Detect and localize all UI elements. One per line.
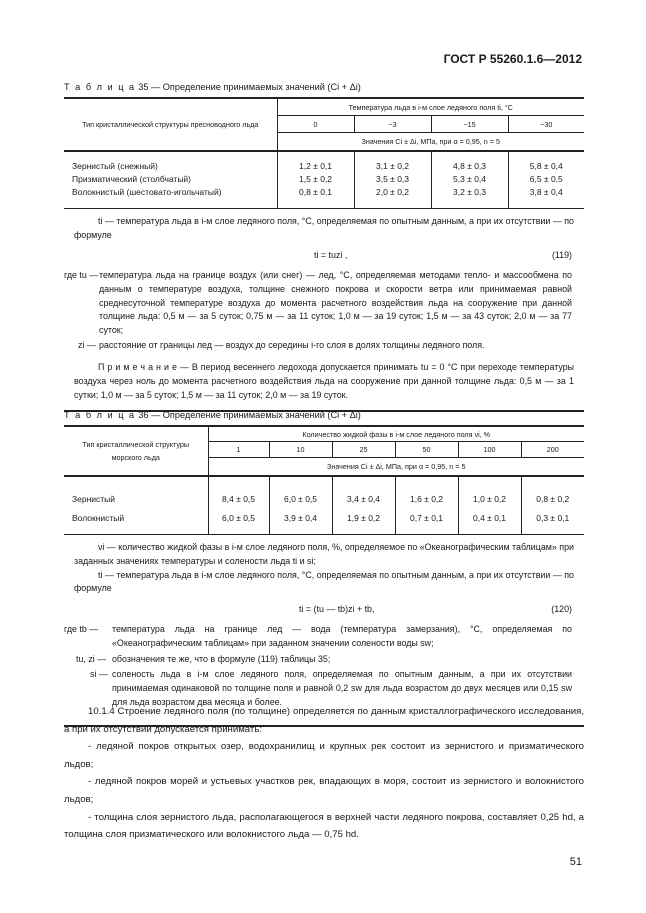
table35-temp-1: −3 [354,116,431,133]
table35-values-head: Значения Ci ± Δi, МПа, при α = 0,95, n = 5 [277,133,584,152]
formula-120: ti = (tu — tb)zi + tb, [299,604,375,615]
table35-cell: 1,5 ± 0,2 [298,173,333,184]
table36-phase-0: 1 [208,442,269,458]
table35-cell: 3,2 ± 0,3 [452,186,487,197]
table36-cell: 8,4 ± 0,5 [221,494,256,504]
formula-119-row [74,247,574,269]
table36-note-p1: νi — количество жидкой фазы в i-м слое ледяного поля, %, определяемое по «Океанографическим таблицам» при заданных значениях температуры и солености льда ti и si; [74,542,574,566]
where-zi-text: расстояние от границы лед — воздух до середины i-го слоя в долях толщины ледяного поля. [99,339,485,350]
table36-values-head: Значения Ci ± Δi, МПа, при α = 0,95, n = 5 [208,458,584,477]
table35-caption-prefix: Т а б л и ц а [64,82,136,92]
where-si-text: соленость льда в i-м слое ледяного поля, определяемая по опытным данным, а при их отсутствии принимаемая одинаковой по толщине поля и равной 0,2 sw для льда возрастом до двух месяцев или 0,15 sw для льда возрастом два месяца и более. [112,669,572,707]
table36-cell: 1,9 ± 0,2 [346,513,381,523]
section-paragraph: - ледяной покров морей и устьевых участков рек, впадающих в моря, состоит из зернистого и волокнистого льдов; [64,776,584,805]
table36-caption-text: 36 — Определение принимаемых значений (Ci + Δi) [138,410,361,420]
table36-cell: 1,6 ± 0,2 [409,494,444,504]
table36-cell: 6,0 ± 0,5 [221,513,256,523]
table35-temp-3: −30 [508,116,584,133]
note-text: — В период весеннего ледохода допускается принимать tu = 0 °С при переходе температуры воздуха через ноль до момента расчетного воздействия льда на сооружение при данной толщине льда: 0,5 м — за 1 сутки; 1,0 м — за 5 суток; 1,5 м — за 11 суток; 2,0 м — за 19 суток. [74,361,575,400]
table35-cell: 3,5 ± 0,3 [375,173,410,184]
table36-row-type: Зернистый [72,494,116,504]
table35-cell: 0,8 ± 0,1 [298,186,333,197]
table36-cell: 0,4 ± 0,1 [472,513,507,523]
section-10-1-4 [64,703,584,844]
table35-cell: 4,8 ± 0,3 [452,161,487,171]
table35-note [74,361,574,402]
where-tu-text: температура льда на границе воздух (или снег) — лед, °С, определяемая методами тепло- и массообмена по данным о температуре воздуха, толщине снежного покрова и скорости ветра или принимаемая равной среднесуточной температуре воздуха до момента расчетного воздействия льда на сооружение при данной толщине льда: 0,5 м — за 5 суток; 0,75 м — за 11 суток; 1,0 м — за 19 суток; 1,5 м — за 43 суток; 2,0 м — за 77 суток; [99,269,572,336]
table35-row-type: Призматический (столбчатый) [72,173,192,184]
document-code: ГОСТ Р 55260.1.6—2012 [443,52,582,66]
page-number: 51 [569,856,582,868]
table36-cell: 0,8 ± 0,2 [536,494,570,504]
table36-col-head: Тип кристаллической структуры морского льда [64,426,208,476]
formula-120-row [74,599,574,623]
where-tu-zi-block [74,653,574,668]
where-zi-label: zi — [78,339,96,350]
table36-notes [64,535,584,727]
table36-col-1 [269,476,332,535]
table36-phase-4: 100 [458,442,521,458]
formula-119: ti = tuzi , [314,249,348,260]
table35-col-1 [354,151,431,209]
where-si-label: si — [90,669,108,680]
table35-col-head: Тип кристаллической структуры пресноводного льда [64,98,277,151]
table36-cell: 0,7 ± 0,1 [409,513,444,523]
table36-cell: 6,0 ± 0,5 [283,494,318,504]
table35-cell: 6,5 ± 0,5 [529,173,563,184]
table36-row-type: Волокнистый [72,513,125,523]
table36-col-2 [332,476,395,535]
table35-cell: 3,1 ± 0,2 [375,161,410,171]
table35-col-3 [508,151,584,209]
section-paragraph: - ледяной покров открытых озер, водохранилищ и крупных рек состоит из зернистого и призматического льдов; [64,741,584,770]
table36-cell: 0,3 ± 0,1 [536,513,570,523]
table36-types [64,476,208,535]
table36-caption [64,410,361,420]
table36-col-4 [458,476,521,535]
note-label: П р и м е ч а н и е [98,361,177,372]
where-tb-label: где tb — [64,624,99,635]
table36-group-head: Количество жидкой фазы в i-м слое ледяного поля νi, % [208,426,584,442]
table36-phase-3: 50 [395,442,458,458]
table35-row-type: Зернистый (снежный) [72,161,158,171]
table36-col-0 [208,476,269,535]
table35-cell: 2,0 ± 0,2 [375,186,410,197]
table35-col-2 [431,151,508,209]
table36-cell: 3,4 ± 0,4 [346,494,381,504]
section-paragraph: 10.1.4 Строение ледяного поля (по толщине) определяется по данным кристаллографического исследования, а при их отсутствии допускается принимать: [64,706,584,735]
table-36 [64,425,584,727]
table36-phase-1: 10 [269,442,332,458]
table36-phase-2: 25 [332,442,395,458]
table35-row-type: Волокнистый (шестовато-игольчатый) [72,186,222,197]
where-tu-zi-label: tu, zi — [76,654,107,665]
table35-cell: 3,8 ± 0,4 [529,186,563,197]
table36-cell: 3,9 ± 0,4 [283,513,318,523]
table35-temp-0: 0 [277,116,354,133]
table36-cell: 1,0 ± 0,2 [472,494,507,504]
formula-120-number: (120) [551,604,572,615]
table36-col-3 [395,476,458,535]
table35-col-0 [277,151,354,209]
table35-notes [64,209,584,411]
where-tu-label: где tu — [64,269,99,280]
formula-119-number: (119) [551,249,572,260]
table36-col-5 [521,476,584,535]
table35-temp-2: −15 [431,116,508,133]
table36-phase-5: 200 [521,442,584,458]
where-tu-block [64,269,574,339]
table36-note-p2: ti — температура льда в i-м слое ледяного поля, °С, определяемая по опытным данным, а при их отсутствии — по формуле [74,569,574,594]
table35-caption [64,82,361,92]
where-tu-zi-text: обозначения те же, что в формуле (119) таблицы 35; [112,654,331,665]
section-paragraph: - толщина слоя зернистого льда, располагающегося в верхней части ледяного покрова, составляет 0,25 hd, а толщина слоя призматического или волокнистого льда — 0,75 hd. [64,811,584,841]
where-tb-text: температура льда на границе лед — вода (температура замерзания), °С, определяемая по «Океанографическим таблицам» при заданном значении солености воды sw; [112,624,572,648]
table-35 [64,97,584,412]
table35-cell: 5,8 ± 0,4 [529,161,563,171]
where-zi-block [74,339,574,355]
table35-note-p1: ti — температура льда в i-м слое ледяного поля, °С, определяемая по опытным данным, а при их отсутствии — по формуле [74,216,574,241]
table35-types [64,151,277,209]
table35-group-head: Температура льда в i-м слое ледяного поля ti, °С [277,98,584,116]
table35-cell: 1,2 ± 0,1 [298,161,333,171]
table35-cell: 5,3 ± 0,4 [452,173,487,184]
table35-caption-text: 35 — Определение принимаемых значений (Ci + Δi) [138,82,361,92]
table36-caption-prefix: Т а б л и ц а [64,410,136,420]
where-tb-block [64,623,574,653]
